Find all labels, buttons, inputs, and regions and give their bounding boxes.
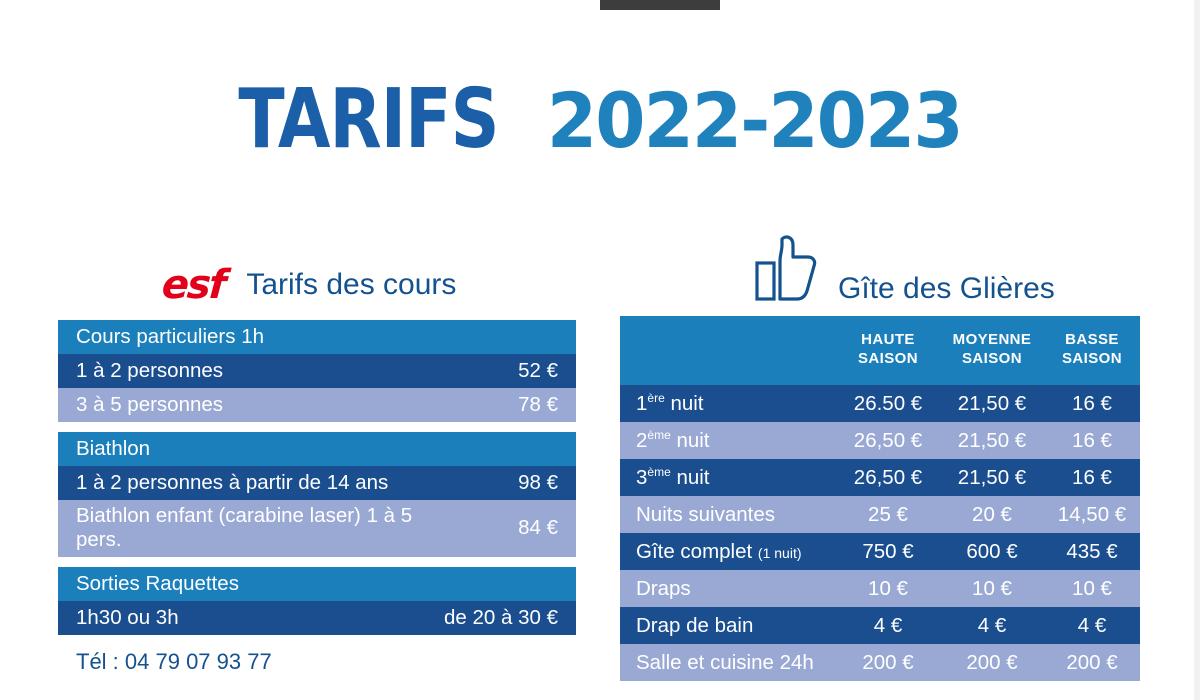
cell-haute: 200 €: [836, 644, 940, 681]
cell-moyenne: 200 €: [940, 644, 1044, 681]
row-label: 1 à 2 personnes à partir de 14 ans: [58, 466, 426, 500]
row-label: Biathlon: [58, 432, 426, 466]
cell-basse: 16 €: [1044, 385, 1140, 422]
table-row: [58, 567, 576, 601]
table-row: [58, 354, 576, 388]
row-label: Gîte complet (1 nuit): [620, 533, 836, 570]
col-header-line1: BASSE: [1065, 331, 1119, 349]
courses-table: [58, 320, 576, 635]
title-years: 2022-2023: [547, 76, 962, 165]
lodging-table-head: [620, 316, 1140, 385]
cell-moyenne: 21,50 €: [940, 459, 1044, 496]
cell-haute: 25 €: [836, 496, 940, 533]
table-row: [58, 320, 576, 354]
col-header-haute-saison: [836, 316, 940, 385]
lodging-heading: Gîte des Glières: [838, 272, 1055, 305]
courses-section: [58, 258, 576, 675]
courses-heading: Tarifs des cours: [246, 268, 457, 301]
row-label: 3ème nuit: [620, 459, 836, 496]
col-header-line2: SAISON: [858, 350, 918, 367]
row-price: [426, 567, 576, 601]
cell-basse: 14,50 €: [1044, 496, 1140, 533]
esf-logo: esf: [160, 262, 226, 308]
table-row: [58, 432, 576, 466]
table-header-row: [620, 316, 1140, 385]
table-row: [620, 496, 1140, 533]
table-row: [620, 385, 1140, 422]
cell-basse: 10 €: [1044, 570, 1140, 607]
row-price: [426, 432, 576, 466]
cell-moyenne: 21,50 €: [940, 385, 1044, 422]
cell-moyenne: 20 €: [940, 496, 1044, 533]
table-row: [620, 570, 1140, 607]
cell-basse: 16 €: [1044, 459, 1140, 496]
table-row-spacer: [58, 422, 576, 432]
col-header-basse-saison: [1044, 316, 1140, 385]
table-row: [58, 388, 576, 422]
lodging-section: [620, 228, 1140, 681]
cell-moyenne: 600 €: [940, 533, 1044, 570]
phone-number: Tél : 04 79 07 93 77: [76, 649, 272, 674]
col-header-line1: MOYENNE: [952, 331, 1032, 349]
cell-haute: 26,50 €: [836, 422, 940, 459]
row-label: Draps: [620, 570, 836, 607]
page-title: [0, 72, 1200, 167]
col-header-line1: HAUTE: [861, 331, 915, 349]
table-row: [620, 459, 1140, 496]
row-price: 78 €: [426, 388, 576, 422]
table-row: [620, 533, 1140, 570]
col-header-blank: [620, 316, 836, 385]
lodging-header: [620, 228, 1140, 310]
row-label: Sorties Raquettes: [58, 567, 426, 601]
courses-table-body: [58, 320, 576, 635]
cell-basse: 200 €: [1044, 644, 1140, 681]
cell-moyenne: 10 €: [940, 570, 1044, 607]
row-price: de 20 à 30 €: [426, 601, 576, 635]
row-label: 3 à 5 personnes: [58, 388, 426, 422]
courses-header: [58, 258, 576, 312]
cell-haute: 4 €: [836, 607, 940, 644]
lodging-table: [620, 316, 1140, 681]
row-label: Salle et cuisine 24h: [620, 644, 836, 681]
cell-moyenne: 4 €: [940, 607, 1044, 644]
table-row: [620, 422, 1140, 459]
thumbs-up-icon: [752, 231, 818, 308]
row-label: 1ère nuit: [620, 385, 836, 422]
col-header-moyenne-saison: [940, 316, 1044, 385]
cell-haute: 26.50 €: [836, 385, 940, 422]
cell-moyenne: 21,50 €: [940, 422, 1044, 459]
table-row: [58, 466, 576, 500]
table-row-spacer: [58, 557, 576, 567]
cell-haute: 750 €: [836, 533, 940, 570]
table-row: [58, 601, 576, 635]
row-label: Drap de bain: [620, 607, 836, 644]
scan-artifact-top: [600, 0, 720, 10]
row-price: [426, 320, 576, 354]
cell-basse: 435 €: [1044, 533, 1140, 570]
lodging-table-body: [620, 385, 1140, 681]
cell-haute: 10 €: [836, 570, 940, 607]
row-label: 1 à 2 personnes: [58, 354, 426, 388]
col-header-line2: SAISON: [1062, 350, 1122, 367]
cell-basse: 4 €: [1044, 607, 1140, 644]
cell-basse: 16 €: [1044, 422, 1140, 459]
row-label: 1h30 ou 3h: [58, 601, 426, 635]
row-price: 52 €: [426, 354, 576, 388]
cell-haute: 26,50 €: [836, 459, 940, 496]
row-price: 98 €: [426, 466, 576, 500]
row-label: Cours particuliers 1h: [58, 320, 426, 354]
table-row: [58, 500, 576, 557]
row-label: 2ème nuit: [620, 422, 836, 459]
col-header-line2: SAISON: [962, 350, 1022, 367]
row-price: 84 €: [426, 500, 576, 557]
row-label: Biathlon enfant (carabine laser) 1 à 5 pers.: [58, 500, 426, 557]
table-row: [620, 644, 1140, 681]
row-label: Nuits suivantes: [620, 496, 836, 533]
title-main: TARIFS: [238, 72, 499, 167]
table-row: [620, 607, 1140, 644]
